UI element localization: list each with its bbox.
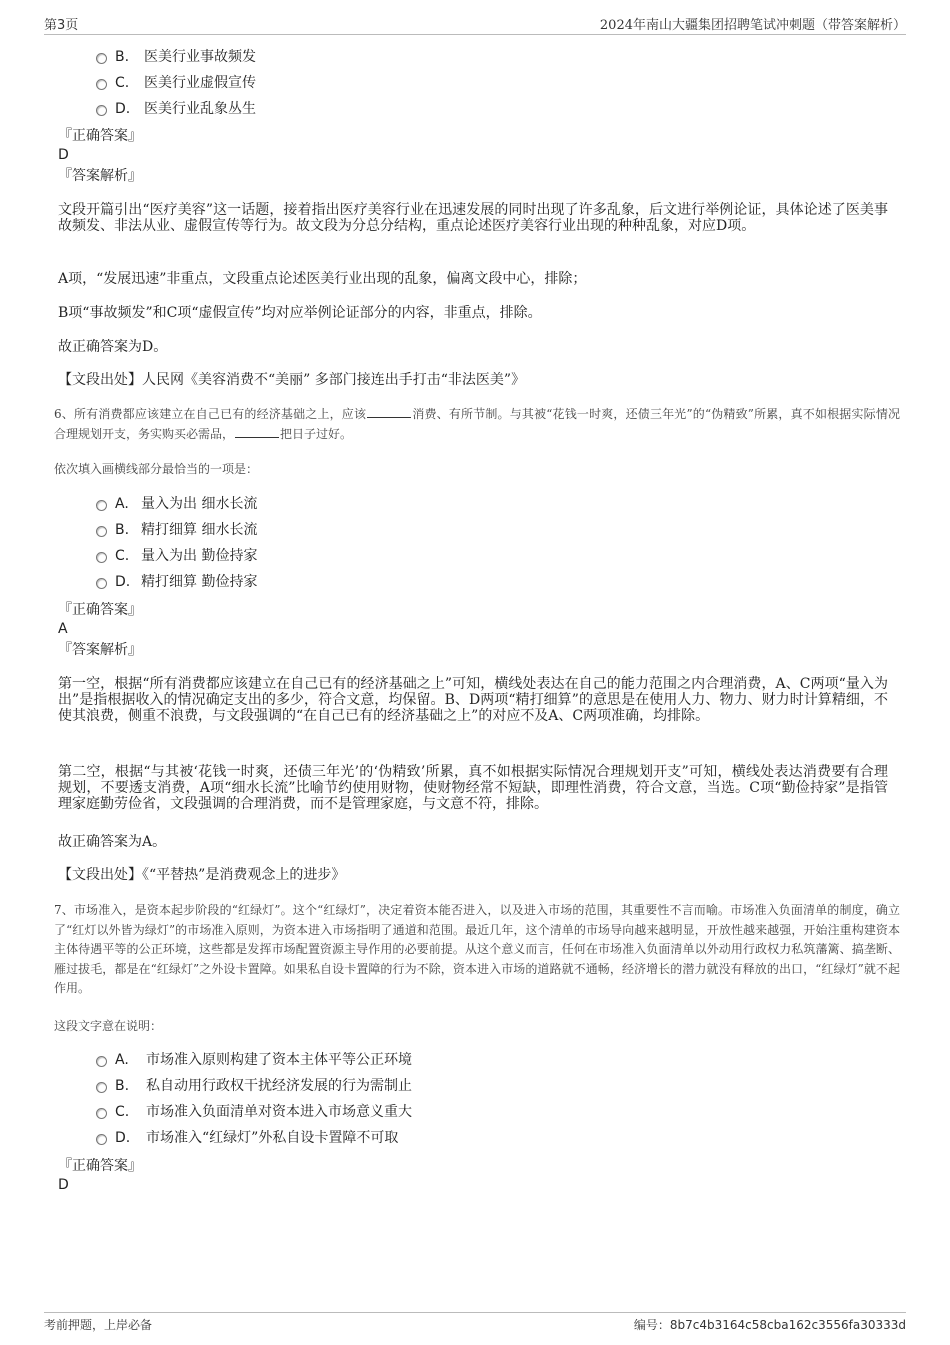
q5-analysis-para-3: B项“事故频发”和C项“虚假宣传”均对应举例论证部分的内容，非重点，排除。 bbox=[58, 305, 542, 321]
option-text: 精打细算 细水长流 bbox=[141, 522, 258, 538]
q6-source: 【文段出处】《“平替热”是消费观念上的进步》 bbox=[58, 867, 346, 883]
option-text: 量入为出 细水长流 bbox=[141, 496, 258, 512]
q7-answer-label: 『正确答案』 bbox=[58, 1158, 142, 1174]
option-letter: D. bbox=[115, 574, 131, 590]
radio-icon[interactable] bbox=[96, 1056, 107, 1067]
blank-1 bbox=[367, 405, 411, 418]
option-letter: D. bbox=[115, 101, 131, 117]
option-letter: D. bbox=[115, 1130, 131, 1146]
q7-stem: 7、市场准入，是资本起步阶段的“红绿灯”。这个“红绿灯”，决定着资本能否进入，以及进入市场的范围，其重要性不言而喻。市场准入负面清单的制度，确立了“红灯以外皆为绿灯”的市场准入原则，为资本进入市场指明了通道和范围。最近几年，这个清单的市场导向越来越明显，开放性越来越强，开始注重构建资本主体待遇平等的公正环境，这些都是发挥市场配置资源主导作用的必要前提。从这个意义而言，任何在市场准入负面清单以外动用行政权力私筑藩篱、搞垄断、雁过拔毛，都是在“红绿灯”之外设卡置障。如果私自设卡置障的行为不除，资本进入市场的道路就不通畅，经济增长的潜力就没有释放的出口，“红绿灯”就不起作用。 bbox=[54, 903, 900, 995]
option-text: 量入为出 勤俭持家 bbox=[141, 548, 258, 564]
q6-analysis-para-1: 第一空，根据“所有消费都应该建立在自己已有的经济基础之上”可知，横线处表达在自己的能力范围之内合理消费，A、C两项“量入为出”是指根据收入的情况确定支出的多少，符合文意，均保留。B、D两项“精打细算”的意思是在使用人力、物力、财力时计算精细，不使其浪费，侧重不浪费，与文段强调的“在自己已有的经济基础之上”的对应不及A、C两项准确，均排除。 bbox=[58, 676, 888, 724]
option-letter: B. bbox=[115, 522, 130, 538]
document-code bbox=[634, 1316, 906, 1333]
q5-answer-label: 『正确答案』 bbox=[58, 128, 142, 144]
q6-stem-part-c: 把日子过好。 bbox=[280, 426, 353, 441]
q6-stem-part-a: 6、所有消费都应该建立在自己已有的经济基础之上，应该 bbox=[54, 407, 367, 421]
q7-prompt: 这段文字意在说明： bbox=[54, 1019, 163, 1033]
page-header bbox=[44, 14, 906, 35]
page-footer bbox=[44, 1312, 906, 1335]
q5-analysis-para-2: A项，“发展迅速”非重点，文段重点论述医美行业出现的乱象，偏离文段中心，排除； bbox=[58, 271, 587, 287]
q6-analysis-para-3: 故正确答案为A。 bbox=[58, 834, 167, 850]
radio-icon[interactable] bbox=[96, 526, 107, 537]
radio-icon[interactable] bbox=[96, 1082, 107, 1093]
q6-stem-part-b: 消费、有所节制。与其被“花钱一时爽，还债三年光”的“伪精致”所累，真不如根据实际情况合理规划开支，务实购买必需品， bbox=[54, 407, 900, 441]
option-letter: B. bbox=[115, 49, 130, 65]
code-label: 编号： bbox=[633, 1318, 670, 1332]
q7-answer: D bbox=[58, 1177, 69, 1193]
q5-analysis-label: 『答案解析』 bbox=[58, 168, 142, 184]
document-title: 2024年南山大疆集团招聘笔试冲刺题（带答案解析） bbox=[599, 18, 906, 33]
option-letter: A. bbox=[115, 496, 129, 512]
q6-stem bbox=[54, 405, 900, 444]
option-text: 医美行业虚假宣传 bbox=[144, 75, 256, 91]
option-text: 医美行业乱象丛生 bbox=[144, 101, 256, 117]
radio-icon[interactable] bbox=[96, 1108, 107, 1119]
option-text: 市场准入原则构建了资本主体平等公正环境 bbox=[146, 1052, 412, 1068]
blank-2 bbox=[235, 425, 279, 438]
option-letter: A. bbox=[115, 1052, 129, 1068]
option-letter: C. bbox=[115, 548, 130, 564]
option-text: 私自动用行政权干扰经济发展的行为需制止 bbox=[146, 1078, 412, 1094]
q5-analysis-para-1: 文段开篇引出“医疗美容”这一话题，接着指出医疗美容行业在迅速发展的同时出现了许多乱象，后文进行举例论证，具体论述了医美事故频发、非法从业、虚假宣传等行为。故文段为分总分结构，重点论述医疗美容行业出现的种种乱象，对应D项。 bbox=[58, 202, 888, 234]
radio-icon[interactable] bbox=[96, 578, 107, 589]
q6-analysis-label: 『答案解析』 bbox=[58, 642, 142, 658]
option-text: 医美行业事故频发 bbox=[144, 49, 256, 65]
option-letter: B. bbox=[115, 1078, 130, 1094]
radio-icon[interactable] bbox=[96, 1134, 107, 1145]
q6-analysis-para-2: 第二空，根据“与其被‘花钱一时爽，还债三年光’的‘伪精致’所累，真不如根据实际情况合理规划开支”可知，横线处表达消费要有合理规划，不要透支消费，A项“细水长流”比喻节约使用财物，使财物经常不短缺，即理性消费，符合文意，当选。C项“勤俭持家”是指管理家庭勤劳俭省，文段强调的合理消费，而不是管理家庭，与文意不符，排除。 bbox=[58, 764, 888, 812]
option-text: 精打细算 勤俭持家 bbox=[141, 574, 258, 590]
page-number: 第3页 bbox=[44, 18, 79, 33]
option-text: 市场准入负面清单对资本进入市场意义重大 bbox=[146, 1104, 412, 1120]
option-text: 市场准入“红绿灯”外私自设卡置障不可取 bbox=[146, 1130, 399, 1146]
option-letter: C. bbox=[115, 75, 130, 91]
q5-analysis-para-4: 故正确答案为D。 bbox=[58, 339, 168, 355]
code-value: 8b7c4b3164c58cba162c3556fa30333d bbox=[669, 1318, 906, 1332]
radio-icon[interactable] bbox=[96, 552, 107, 563]
footer-slogan: 考前押题，上岸必备 bbox=[44, 1318, 153, 1332]
radio-icon[interactable] bbox=[96, 105, 107, 116]
q6-prompt: 依次填入画横线部分最恰当的一项是： bbox=[54, 462, 259, 476]
option-letter: C. bbox=[115, 1104, 130, 1120]
radio-icon[interactable] bbox=[96, 79, 107, 90]
radio-icon[interactable] bbox=[96, 53, 107, 64]
radio-icon[interactable] bbox=[96, 500, 107, 511]
q6-answer-label: 『正确答案』 bbox=[58, 602, 142, 618]
q5-answer: D bbox=[58, 147, 69, 163]
q5-source: 【文段出处】人民网《美容消费不“美丽” 多部门接连出手打击“非法医美”》 bbox=[58, 372, 526, 388]
q6-answer: A bbox=[58, 621, 68, 637]
